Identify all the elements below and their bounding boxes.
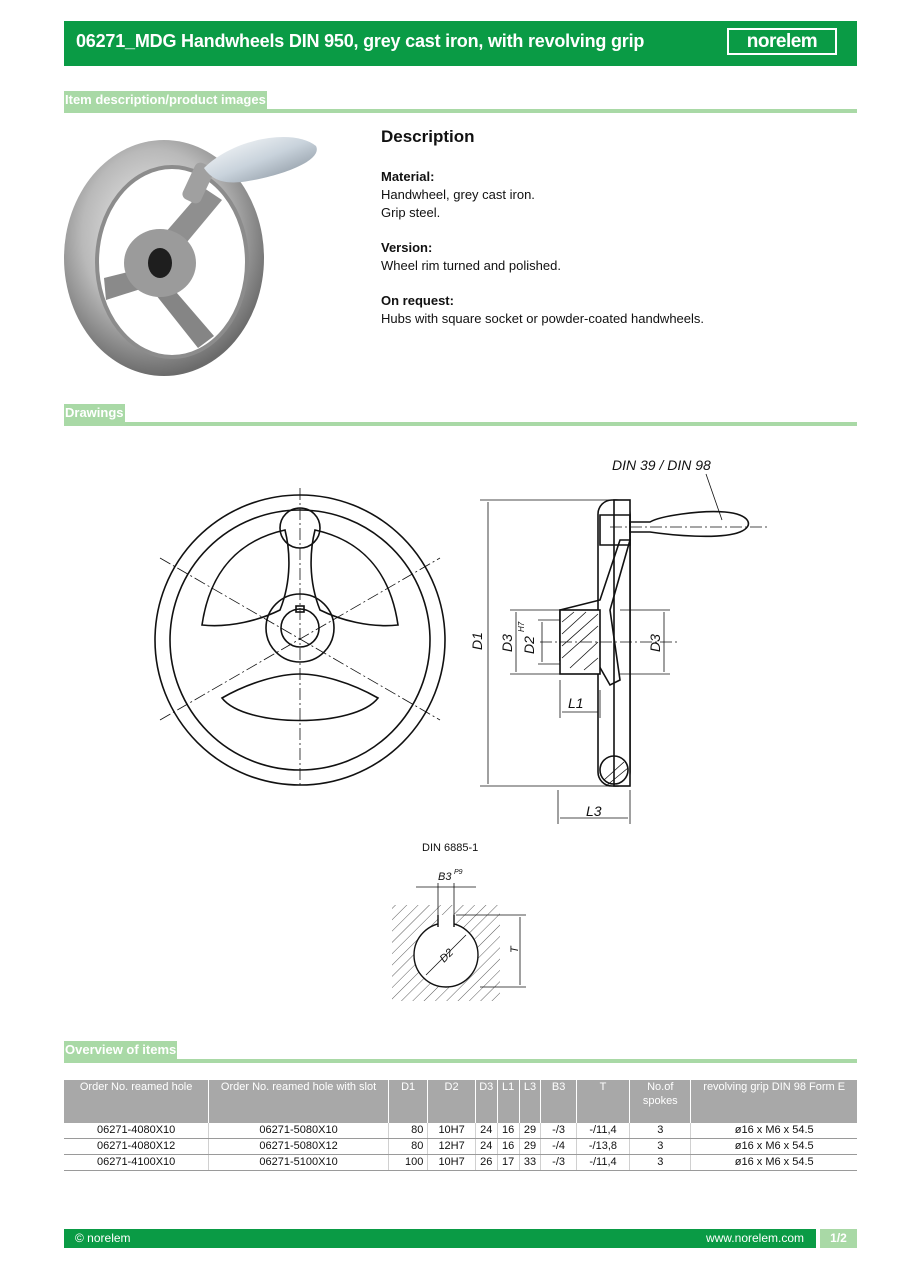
table-row xyxy=(64,1123,857,1139)
dim-l1: L1 xyxy=(568,695,584,711)
table-cell: -/3 xyxy=(541,1123,576,1139)
section-heading-overview: Overview of items xyxy=(65,1042,177,1057)
version-text: Wheel rim turned and polished. xyxy=(381,258,561,273)
column-header: No.of spokes xyxy=(630,1080,691,1123)
table-cell: 17 xyxy=(497,1155,519,1171)
footer-website-link[interactable]: www.norelem.com xyxy=(705,1231,804,1245)
table-cell: 29 xyxy=(519,1139,541,1155)
table-cell: 10H7 xyxy=(428,1155,475,1171)
table-cell: 06271-5080X12 xyxy=(209,1139,389,1155)
table-row xyxy=(64,1155,857,1171)
on-request-text: Hubs with square socket or powder-coated handwheels. xyxy=(381,311,705,326)
column-header: B3 xyxy=(541,1080,576,1123)
dim-b3-tolerance: P9 xyxy=(454,869,463,876)
table-cell: 33 xyxy=(519,1155,541,1171)
material-line: Grip steel. xyxy=(381,205,441,220)
version-heading: Version: xyxy=(381,240,433,255)
table-cell: 80 xyxy=(388,1123,428,1139)
on-request-heading: On request: xyxy=(381,293,454,308)
table-cell: 06271-4080X12 xyxy=(64,1139,209,1155)
table-cell: ø16 x M6 x 54.5 xyxy=(691,1123,857,1139)
page-title: 06271_MDG Handwheels DIN 950, grey cast iron, with revolving grip xyxy=(76,31,645,51)
on-request-block xyxy=(381,292,851,328)
table-cell: 3 xyxy=(630,1123,691,1139)
table-cell: 24 xyxy=(475,1139,497,1155)
table-cell: 10H7 xyxy=(428,1123,475,1139)
keyway-detail xyxy=(386,835,536,1015)
table-row xyxy=(64,1139,857,1155)
column-header: revolving grip DIN 98 Form E xyxy=(691,1080,857,1123)
table-cell: 29 xyxy=(519,1123,541,1139)
column-header: Order No. reamed hole with slot xyxy=(209,1080,389,1123)
table-cell: 06271-5100X10 xyxy=(209,1155,389,1171)
keyway-drawing xyxy=(386,835,536,1015)
product-image xyxy=(64,128,322,380)
table-cell: 80 xyxy=(388,1139,428,1155)
material-block xyxy=(381,168,851,222)
logo-text: norelem xyxy=(746,30,818,52)
header-bar xyxy=(64,21,857,66)
table-cell: -/11,4 xyxy=(576,1155,629,1171)
table-cell: 3 xyxy=(630,1155,691,1171)
table-cell: 3 xyxy=(630,1139,691,1155)
dim-d3: D3 xyxy=(499,634,515,652)
table-cell: ø16 x M6 x 54.5 xyxy=(691,1155,857,1171)
table-cell: -/4 xyxy=(541,1139,576,1155)
table-cell: -/3 xyxy=(541,1155,576,1171)
table-cell: 100 xyxy=(388,1155,428,1171)
table-cell: -/11,4 xyxy=(576,1123,629,1139)
technical-drawing xyxy=(140,450,780,835)
table-cell: 12H7 xyxy=(428,1139,475,1155)
table-cell: 16 xyxy=(497,1123,519,1139)
section-rule xyxy=(64,109,857,113)
table-cell: 06271-4100X10 xyxy=(64,1155,209,1171)
column-header: L1 xyxy=(497,1080,519,1123)
column-header: T xyxy=(576,1080,629,1123)
table-cell: 26 xyxy=(475,1155,497,1171)
material-heading: Material: xyxy=(381,169,435,184)
column-header: D2 xyxy=(428,1080,475,1123)
table-cell: 06271-5080X10 xyxy=(209,1123,389,1139)
keyway-standard-label: DIN 6885-1 xyxy=(422,842,479,854)
dim-d2-keyway: D2 xyxy=(437,946,457,966)
brand-logo xyxy=(727,28,837,55)
footer-bar xyxy=(64,1229,816,1248)
column-header: D1 xyxy=(388,1080,428,1123)
dim-l3: L3 xyxy=(586,803,602,819)
items-table xyxy=(64,1080,857,1171)
description-panel xyxy=(381,128,851,345)
dim-d3-side: D3 xyxy=(647,634,663,652)
column-header: Order No. reamed hole xyxy=(64,1080,209,1123)
section-heading-item-description: Item description/product images xyxy=(65,92,266,107)
table-header-row xyxy=(64,1080,857,1123)
grip-standard-label: DIN 39 / DIN 98 xyxy=(612,457,711,473)
table-cell: 24 xyxy=(475,1123,497,1139)
dim-d2: D2 xyxy=(521,636,537,654)
table-cell: -/13,8 xyxy=(576,1139,629,1155)
description-title: Description xyxy=(381,127,475,146)
table-cell: 06271-4080X10 xyxy=(64,1123,209,1139)
table-cell: ø16 x M6 x 54.5 xyxy=(691,1139,857,1155)
footer-copyright: © norelem xyxy=(75,1231,131,1245)
section-rule xyxy=(64,422,857,426)
material-line: Handwheel, grey cast iron. xyxy=(381,187,535,202)
column-header: L3 xyxy=(519,1080,541,1123)
column-header: D3 xyxy=(475,1080,497,1123)
table-cell: 16 xyxy=(497,1139,519,1155)
section-rule xyxy=(64,1059,857,1063)
dim-d2-tolerance: H7 xyxy=(517,621,526,632)
dim-d1: D1 xyxy=(469,632,485,650)
version-block xyxy=(381,239,851,275)
dim-t: T xyxy=(509,946,521,953)
dim-b3: B3 xyxy=(438,871,452,883)
page-number: 1/2 xyxy=(820,1229,857,1248)
section-heading-drawings: Drawings xyxy=(65,405,124,420)
